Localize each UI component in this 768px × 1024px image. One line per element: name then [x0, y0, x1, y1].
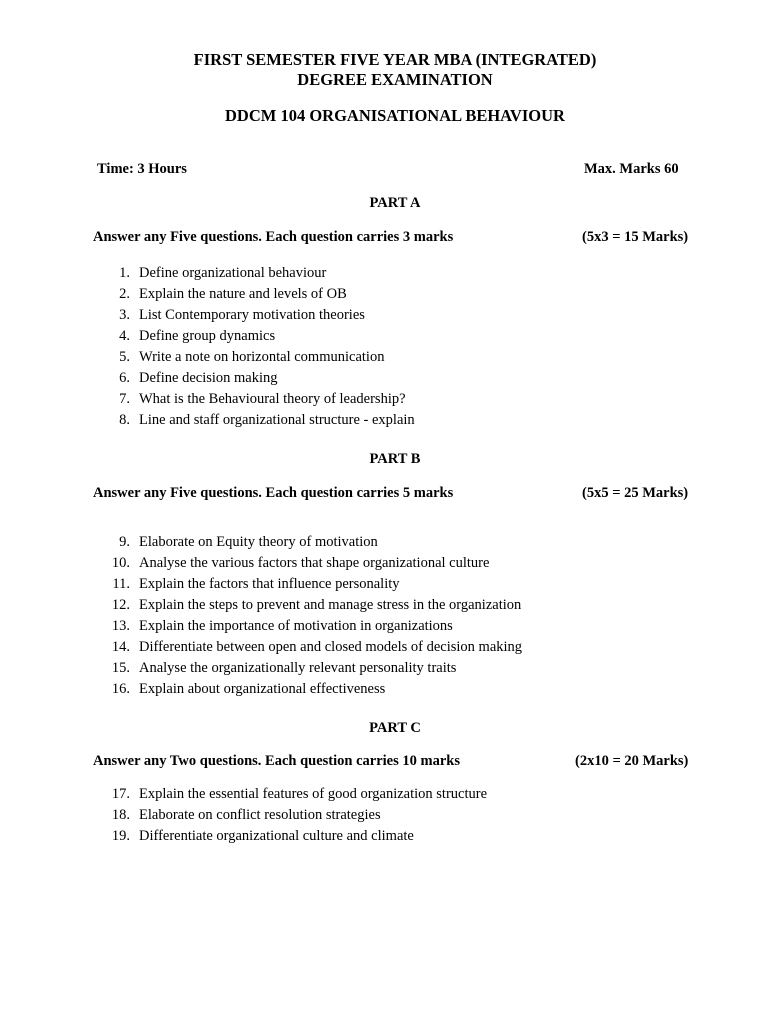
question-text: Write a note on horizontal communication: [139, 349, 385, 365]
question-text: Define group dynamics: [139, 328, 276, 344]
part-b-instruction: Answer any Five questions. Each question carries 5 marks: [93, 485, 454, 501]
question-number: 17.: [111, 786, 130, 802]
question-text: Elaborate on Equity theory of motivation: [139, 534, 378, 550]
question-number: 11.: [112, 576, 130, 592]
question-text: Explain the essential features of good organization structure: [139, 786, 488, 802]
question-text: Define decision making: [139, 370, 278, 386]
question-number: 2.: [119, 286, 130, 302]
question-number: 18.: [111, 807, 130, 823]
question-number: 4.: [119, 328, 130, 344]
part-b-title: PART B: [369, 451, 421, 467]
question-number: 14.: [111, 639, 130, 655]
question-number: 9.: [119, 534, 130, 550]
question-number: 19.: [111, 828, 130, 844]
question-number: 1.: [119, 265, 130, 281]
question-text: Explain the steps to prevent and manage stress in the organization: [139, 597, 522, 613]
question-number: 8.: [119, 412, 130, 428]
part-b-marks: (5x5 = 25 Marks): [582, 485, 689, 501]
question-number: 7.: [119, 391, 130, 407]
part-a-marks: (5x3 = 15 Marks): [582, 229, 689, 245]
exam-time: Time: 3 Hours: [97, 161, 187, 177]
question-text: Elaborate on conflict resolution strategies: [139, 807, 381, 823]
part-c-title: PART C: [369, 720, 421, 736]
exam-title-line-1: FIRST SEMESTER FIVE YEAR MBA (INTEGRATED): [193, 50, 597, 69]
question-text: Differentiate organizational culture and climate: [139, 828, 414, 844]
question-text: Analyse the organizationally relevant personality traits: [139, 660, 457, 676]
question-number: 13.: [111, 618, 130, 634]
question-text: List Contemporary motivation theories: [139, 307, 365, 323]
question-text: What is the Behavioural theory of leadership?: [139, 391, 406, 407]
max-marks: Max. Marks 60: [584, 161, 679, 177]
question-number: 5.: [119, 349, 130, 365]
course-title: DDCM 104 ORGANISATIONAL BEHAVIOUR: [225, 106, 565, 125]
question-number: 3.: [119, 307, 130, 323]
part-a-instruction: Answer any Five questions. Each question carries 3 marks: [93, 229, 454, 245]
question-number: 12.: [111, 597, 130, 613]
question-text: Analyse the various factors that shape organizational culture: [139, 555, 490, 571]
exam-title-line-2: DEGREE EXAMINATION: [297, 70, 493, 89]
part-c-marks: (2x10 = 20 Marks): [575, 753, 689, 769]
question-text: Differentiate between open and closed models of decision making: [139, 639, 523, 655]
question-text: Line and staff organizational structure - explain: [139, 412, 415, 428]
question-text: Explain the importance of motivation in organizations: [139, 618, 453, 634]
part-a-title: PART A: [369, 195, 421, 211]
question-number: 15.: [111, 660, 130, 676]
question-text: Explain the factors that influence personality: [139, 576, 400, 592]
question-text: Explain the nature and levels of OB: [139, 286, 347, 302]
question-number: 10.: [111, 555, 130, 571]
question-text: Explain about organizational effectiveness: [139, 681, 386, 697]
question-number: 16.: [111, 681, 130, 697]
part-c-instruction: Answer any Two questions. Each question carries 10 marks: [93, 753, 460, 769]
question-number: 6.: [119, 370, 130, 386]
question-text: Define organizational behaviour: [139, 265, 327, 281]
